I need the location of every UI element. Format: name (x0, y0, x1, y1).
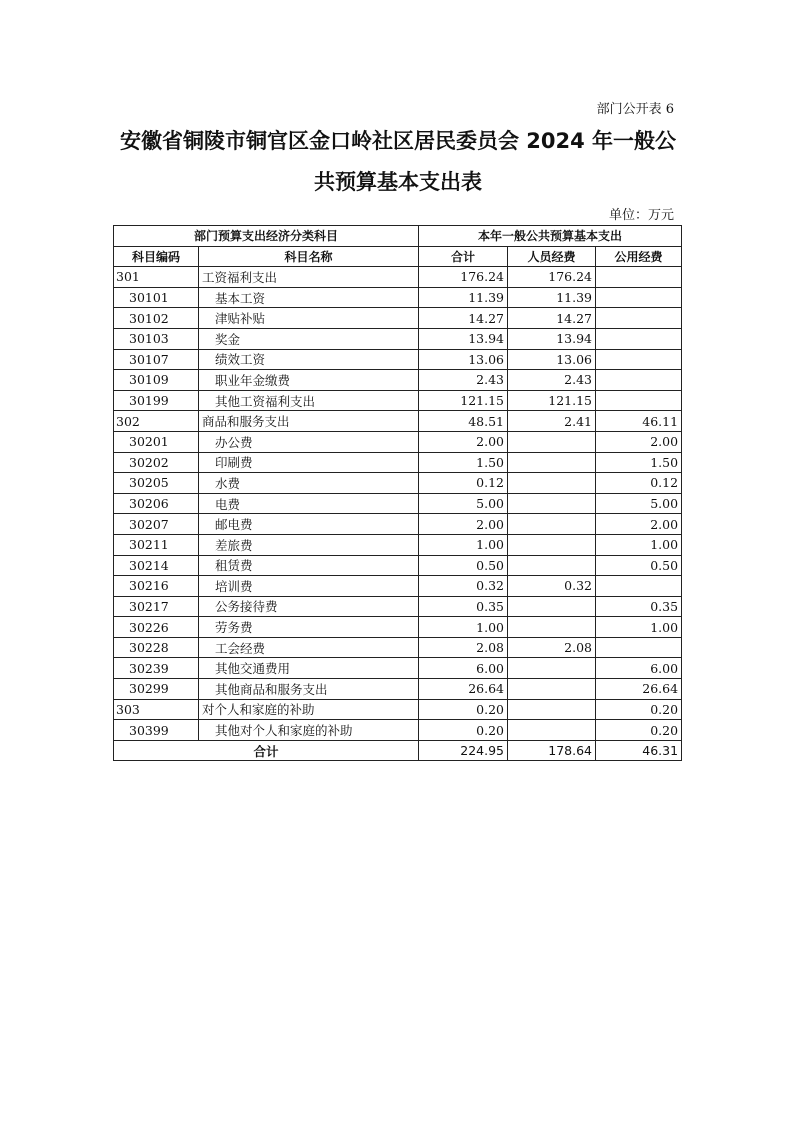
row-name: 绩效工资 (199, 349, 419, 370)
row-total: 14.27 (419, 308, 508, 329)
row-personnel: 121.15 (508, 390, 596, 411)
row-code: 30205 (114, 473, 199, 494)
row-public: 6.00 (596, 658, 682, 679)
row-personnel (508, 514, 596, 535)
row-code: 303 (114, 699, 199, 720)
row-public: 5.00 (596, 493, 682, 514)
table-row (114, 287, 682, 308)
table-row (114, 617, 682, 638)
table-row (114, 411, 682, 432)
row-personnel (508, 534, 596, 555)
row-personnel: 0.32 (508, 576, 596, 597)
header-code: 科目编码 (114, 246, 199, 267)
total-public: 46.31 (596, 740, 682, 761)
title-line-1: 安徽省铜陵市铜官区金口岭社区居民委员会 2024 年一般公 (119, 129, 677, 153)
row-public: 0.50 (596, 555, 682, 576)
row-total: 176.24 (419, 267, 508, 288)
table-row (114, 390, 682, 411)
row-name: 水费 (199, 473, 419, 494)
row-public (596, 287, 682, 308)
row-personnel: 2.43 (508, 370, 596, 391)
unit-label: 单位：万元 (608, 208, 674, 223)
row-code: 30216 (114, 576, 199, 597)
row-code: 30217 (114, 596, 199, 617)
row-personnel: 176.24 (508, 267, 596, 288)
table-row (114, 431, 682, 452)
row-personnel: 2.41 (508, 411, 596, 432)
header-personnel: 人员经费 (508, 246, 596, 267)
row-total: 13.06 (419, 349, 508, 370)
table-row (114, 493, 682, 514)
row-personnel: 14.27 (508, 308, 596, 329)
row-public: 1.00 (596, 617, 682, 638)
row-personnel (508, 555, 596, 576)
row-public: 0.20 (596, 720, 682, 741)
row-code: 30399 (114, 720, 199, 741)
row-code: 30299 (114, 679, 199, 700)
row-public (596, 390, 682, 411)
form-number: 部门公开表 6 (596, 102, 674, 117)
table-row (114, 720, 682, 741)
row-personnel (508, 493, 596, 514)
table-row (114, 452, 682, 473)
row-name: 其他商品和服务支出 (199, 679, 419, 700)
row-total: 2.08 (419, 637, 508, 658)
table-row (114, 473, 682, 494)
row-total: 2.00 (419, 431, 508, 452)
row-total: 5.00 (419, 493, 508, 514)
row-public: 2.00 (596, 514, 682, 535)
table-row (114, 637, 682, 658)
table-body (114, 267, 682, 741)
header-group-row (114, 226, 682, 247)
row-total: 0.50 (419, 555, 508, 576)
row-total: 13.94 (419, 328, 508, 349)
row-name: 对个人和家庭的补助 (199, 699, 419, 720)
row-public: 46.11 (596, 411, 682, 432)
row-public: 1.50 (596, 452, 682, 473)
row-code: 301 (114, 267, 199, 288)
row-total: 0.32 (419, 576, 508, 597)
row-code: 30214 (114, 555, 199, 576)
row-code: 30228 (114, 637, 199, 658)
row-total: 0.20 (419, 720, 508, 741)
table-row (114, 534, 682, 555)
row-personnel: 11.39 (508, 287, 596, 308)
header-group-basic-expenditure: 本年一般公共预算基本支出 (419, 226, 682, 247)
row-total: 2.00 (419, 514, 508, 535)
row-code: 30109 (114, 370, 199, 391)
row-total: 1.00 (419, 617, 508, 638)
row-code: 30102 (114, 308, 199, 329)
row-name: 其他工资福利支出 (199, 390, 419, 411)
table-row (114, 658, 682, 679)
row-name: 劳务费 (199, 617, 419, 638)
table-row (114, 514, 682, 535)
row-code: 30107 (114, 349, 199, 370)
header-public: 公用经费 (596, 246, 682, 267)
table-row (114, 576, 682, 597)
row-personnel (508, 658, 596, 679)
row-name: 租赁费 (199, 555, 419, 576)
row-total: 2.43 (419, 370, 508, 391)
row-total: 6.00 (419, 658, 508, 679)
row-total: 11.39 (419, 287, 508, 308)
row-name: 工会经费 (199, 637, 419, 658)
row-code: 30199 (114, 390, 199, 411)
header-column-row (114, 246, 682, 267)
row-personnel (508, 473, 596, 494)
row-public: 1.00 (596, 534, 682, 555)
row-code: 30201 (114, 431, 199, 452)
row-total: 1.50 (419, 452, 508, 473)
table-row (114, 267, 682, 288)
header-name: 科目名称 (199, 246, 419, 267)
budget-table (113, 225, 682, 761)
row-code: 30202 (114, 452, 199, 473)
row-total: 26.64 (419, 679, 508, 700)
row-name: 公务接待费 (199, 596, 419, 617)
row-name: 印刷费 (199, 452, 419, 473)
row-total: 0.12 (419, 473, 508, 494)
row-name: 电费 (199, 493, 419, 514)
row-personnel (508, 431, 596, 452)
row-public: 0.12 (596, 473, 682, 494)
row-personnel (508, 452, 596, 473)
table-row (114, 328, 682, 349)
row-code: 30226 (114, 617, 199, 638)
total-row (114, 740, 682, 761)
row-public: 0.20 (596, 699, 682, 720)
row-public: 26.64 (596, 679, 682, 700)
table-row (114, 308, 682, 329)
row-name: 办公费 (199, 431, 419, 452)
row-personnel (508, 720, 596, 741)
row-public (596, 637, 682, 658)
table-row (114, 679, 682, 700)
row-public (596, 370, 682, 391)
row-name: 邮电费 (199, 514, 419, 535)
table-row (114, 596, 682, 617)
row-code: 302 (114, 411, 199, 432)
row-total: 121.15 (419, 390, 508, 411)
total-label: 合计 (114, 740, 419, 761)
row-code: 30101 (114, 287, 199, 308)
row-name: 其他交通费用 (199, 658, 419, 679)
row-personnel (508, 679, 596, 700)
row-name: 其他对个人和家庭的补助 (199, 720, 419, 741)
row-name: 培训费 (199, 576, 419, 597)
row-name: 奖金 (199, 328, 419, 349)
table-row (114, 555, 682, 576)
row-personnel: 13.94 (508, 328, 596, 349)
row-code: 30103 (114, 328, 199, 349)
table-row (114, 699, 682, 720)
header-total: 合计 (419, 246, 508, 267)
row-public (596, 349, 682, 370)
row-name: 基本工资 (199, 287, 419, 308)
row-public (596, 308, 682, 329)
row-code: 30207 (114, 514, 199, 535)
row-code: 30211 (114, 534, 199, 555)
row-personnel (508, 699, 596, 720)
row-name: 差旅费 (199, 534, 419, 555)
row-personnel (508, 617, 596, 638)
total-personnel: 178.64 (508, 740, 596, 761)
header-group-classification: 部门预算支出经济分类科目 (114, 226, 419, 247)
row-personnel: 13.06 (508, 349, 596, 370)
row-public (596, 328, 682, 349)
row-total: 0.35 (419, 596, 508, 617)
row-name: 工资福利支出 (199, 267, 419, 288)
title-line-2: 共预算基本支出表 (314, 170, 482, 194)
total-sum: 224.95 (419, 740, 508, 761)
row-code: 30206 (114, 493, 199, 514)
row-name: 商品和服务支出 (199, 411, 419, 432)
row-code: 30239 (114, 658, 199, 679)
row-total: 0.20 (419, 699, 508, 720)
row-name: 津贴补贴 (199, 308, 419, 329)
row-personnel (508, 596, 596, 617)
table-header (114, 226, 682, 267)
row-public: 2.00 (596, 431, 682, 452)
row-total: 1.00 (419, 534, 508, 555)
row-total: 48.51 (419, 411, 508, 432)
row-personnel: 2.08 (508, 637, 596, 658)
row-name: 职业年金缴费 (199, 370, 419, 391)
table-row (114, 370, 682, 391)
table-row (114, 349, 682, 370)
row-public (596, 576, 682, 597)
page-title (110, 121, 686, 203)
row-public: 0.35 (596, 596, 682, 617)
row-public (596, 267, 682, 288)
